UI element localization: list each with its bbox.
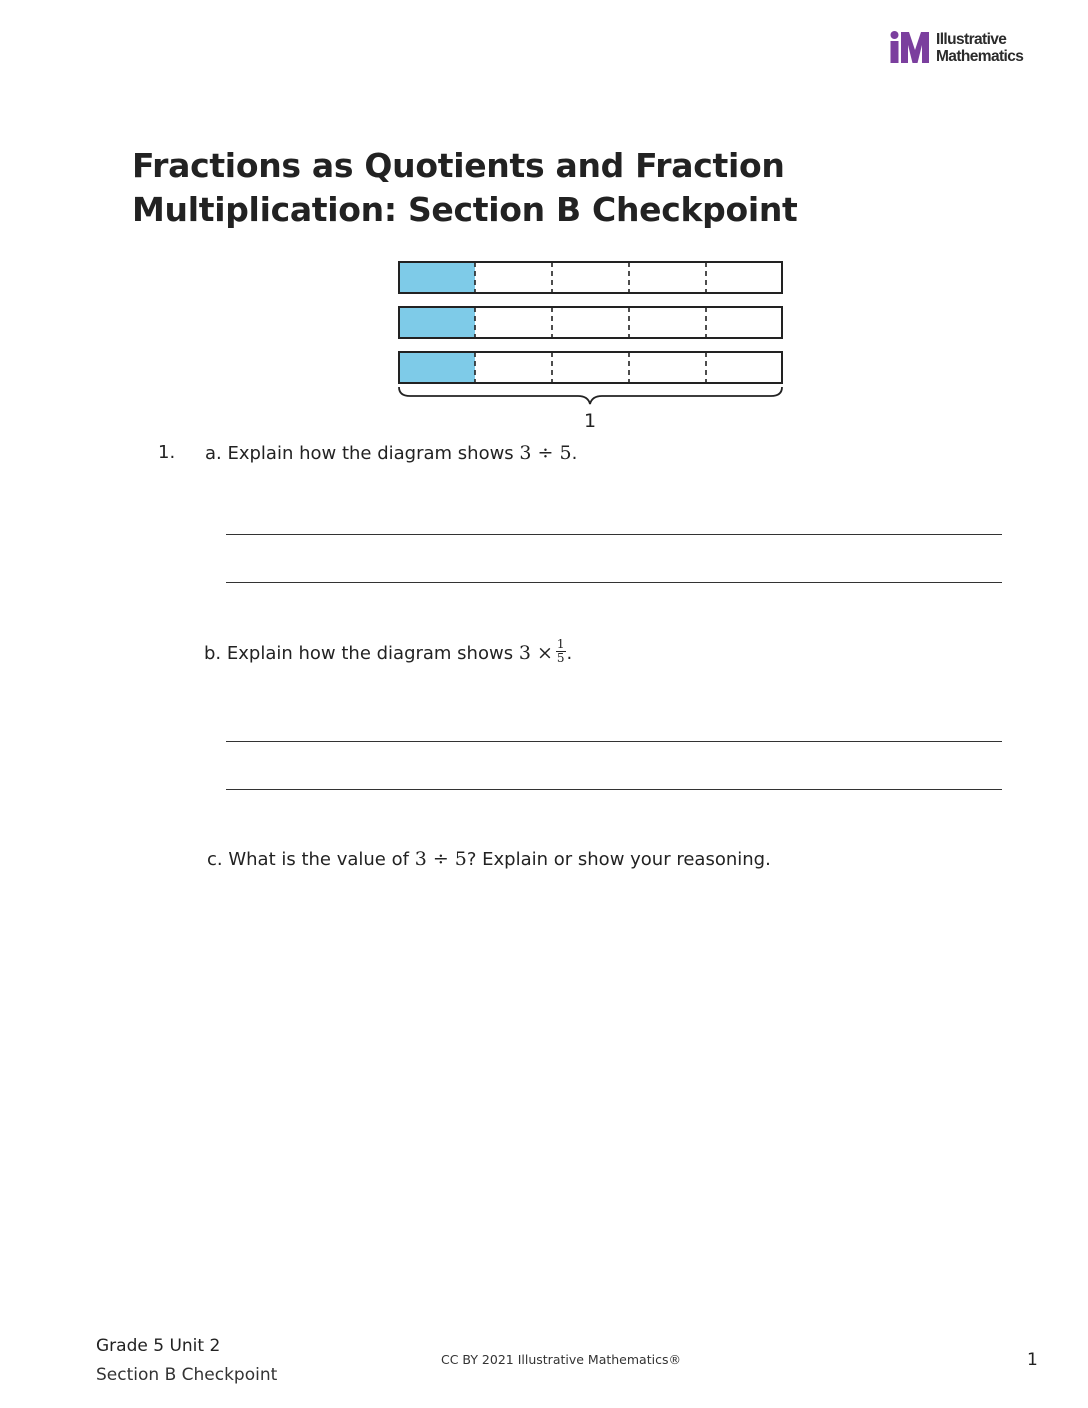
answer-line[interactable] [226,741,1002,742]
logo-line-1: Illustrative [936,31,1007,48]
part-a-suffix: . [571,443,578,464]
question-part-a [205,441,577,466]
illustrative-mathematics-logo [888,30,1048,70]
footer-grade-unit: Grade 5 Unit 2 [96,1336,221,1356]
part-a-math: 3 ÷ 5 [519,442,572,464]
part-c-prompt: c. What is the value of [207,849,415,870]
tape-row-3 [399,352,782,383]
part-b-math: 3 × [518,642,553,664]
part-a-prompt: a. Explain how the diagram shows [205,443,520,464]
page-number: 1 [1027,1350,1038,1370]
brace-label: 1 [583,410,597,432]
page-title [132,144,892,232]
logo-wordmark [936,31,1023,65]
title-line-2: Multiplication: Section B Checkpoint [132,190,798,229]
tape-row-1 [399,262,782,293]
brace [399,387,782,404]
shaded-part [399,352,475,383]
answer-line[interactable] [226,582,1002,583]
part-b-prompt: b. Explain how the diagram shows [204,643,519,664]
im-logo-icon [888,30,932,66]
footer-license: CC BY 2021 Illustrative Mathematics® [441,1352,681,1367]
question-part-b [204,636,573,666]
question-part-c [207,847,771,872]
part-b-suffix: . [566,643,573,664]
title-line-1: Fractions as Quotients and Fraction [132,146,785,185]
question-number: 1. [158,442,176,463]
part-c-math: 3 ÷ 5 [414,848,467,870]
tape-diagram [390,254,790,434]
fraction-denominator: 5 [556,650,565,665]
part-c-suffix: ? Explain or show your reasoning. [466,849,771,870]
fraction [556,638,566,665]
footer-section: Section B Checkpoint [96,1365,278,1385]
answer-line[interactable] [226,534,1002,535]
shaded-part [399,307,475,338]
shaded-part [399,262,475,293]
logo-line-2: Mathematics [936,48,1024,65]
tape-row-2 [399,307,782,338]
answer-line[interactable] [226,789,1002,790]
fraction-numerator: 1 [556,636,565,651]
